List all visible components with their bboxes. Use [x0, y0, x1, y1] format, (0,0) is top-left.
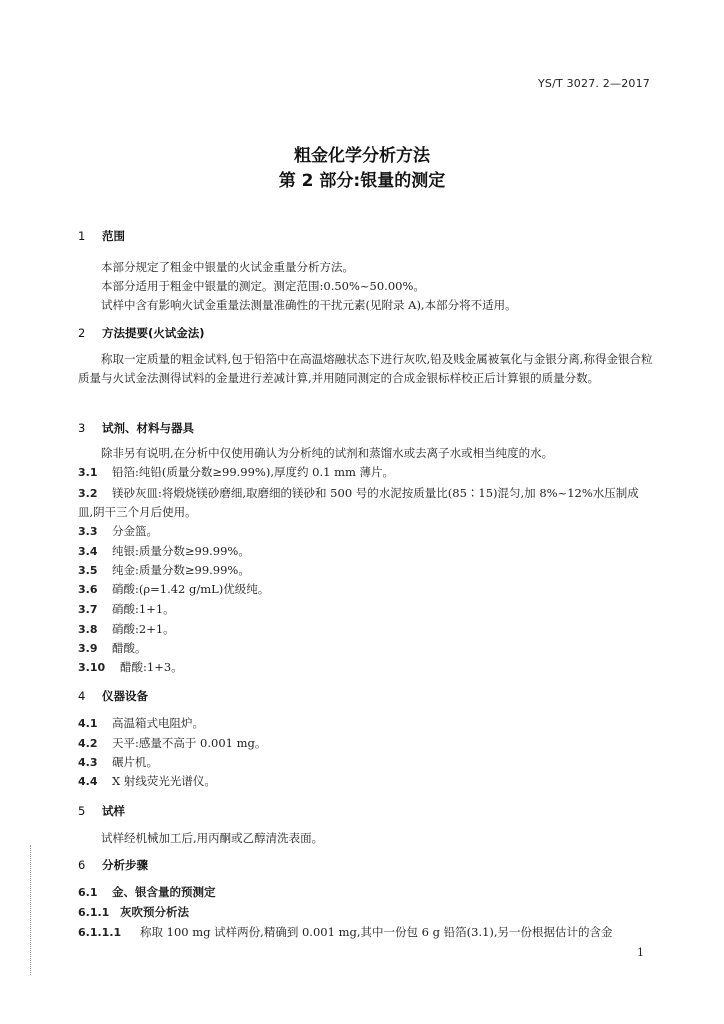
section-5-heading [78, 803, 125, 819]
section-title: 试样 [102, 804, 125, 818]
section-number: 1 [78, 229, 86, 243]
item-number: 4.3 [78, 756, 98, 769]
item-number: 3.4 [78, 545, 98, 558]
list-item [78, 658, 653, 677]
section-6-heading [78, 857, 148, 873]
item-text: 硝酸:(ρ=1.42 g/mL)优级纯。 [112, 582, 270, 596]
section-1-heading [78, 228, 125, 244]
list-item [78, 734, 653, 753]
item-text: X 射线荧光光谱仪。 [112, 774, 216, 788]
list-item [78, 772, 653, 791]
item-text: 灰吹预分析法 [120, 905, 189, 919]
paragraph: 试样经机械加工后,用丙酮或乙醇清洗表面。 [101, 831, 324, 845]
item-text: 碾片机。 [112, 755, 158, 769]
item-text: 醋酸:1+3。 [120, 660, 183, 674]
paragraph: 本部分规定了粗金中银量的火试金重量分析方法。 [101, 260, 354, 274]
section-title: 试剂、材料与器具 [102, 421, 194, 435]
subsection-heading [78, 903, 653, 922]
list-item [78, 753, 653, 772]
item-text: 硝酸:2+1。 [112, 622, 175, 636]
section-title: 方法提要(火试金法) [102, 326, 205, 340]
subsection-heading [78, 883, 653, 902]
document-subtitle: 第 2 部分:银量的测定 [278, 171, 446, 191]
section-title: 仪器设备 [102, 689, 148, 703]
paragraph: 本部分适用于粗金中银量的测定。测定范围:0.50%~50.00%。 [101, 279, 425, 293]
item-number: 3.8 [78, 623, 98, 636]
item-text: 镁砂灰皿:将煅烧镁砂磨细,取磨细的镁砂和 500 号的水泥按质量比(85∶15)混匀,加 8%~12%水压制成皿,阴干三个月后使用。 [78, 486, 639, 519]
section-2-heading [78, 325, 205, 341]
list-item [78, 561, 653, 580]
item-number: 4.1 [78, 717, 98, 730]
item-text: 醋酸。 [112, 641, 147, 655]
list-item [78, 463, 653, 482]
item-number: 6.1.1.1 [78, 926, 122, 939]
section-3-heading [78, 420, 194, 436]
section-number: 6 [78, 858, 86, 872]
document-title: 粗金化学分析方法 [294, 146, 430, 166]
page-number: 1 [637, 946, 644, 959]
section-number: 2 [78, 326, 86, 340]
item-text: 纯金:质量分数≥99.99%。 [112, 563, 250, 577]
item-text: 纯银:质量分数≥99.99%。 [112, 544, 250, 558]
item-text: 天平:感量不高于 0.001 mg。 [112, 736, 267, 750]
section-number: 5 [78, 804, 86, 818]
item-number: 3.1 [78, 466, 98, 479]
item-text: 分金篮。 [112, 524, 158, 538]
list-item [78, 580, 653, 599]
section-title: 分析步骤 [102, 858, 148, 872]
list-item [78, 620, 653, 639]
item-number: 6.1.1 [78, 906, 110, 919]
list-item [78, 639, 653, 658]
item-number: 3.10 [78, 661, 106, 674]
item-text: 铅箔:纯铅(质量分数≥99.99%),厚度约 0.1 mm 薄片。 [112, 465, 395, 479]
section-number: 4 [78, 689, 86, 703]
list-item [78, 923, 653, 942]
paragraph: 称取一定质量的粗金试料,包于铅箔中在高温熔融状态下进行灰吹,铅及贱金属被氧化与金银分离,称得金银合粒质量与火试金法测得试料的金量进行差减计算,并用随同测定的合成金银标样校正后计算银的质量分数。 [78, 352, 653, 385]
standard-number: YS/T 3027. 2—2017 [537, 77, 650, 90]
item-number: 6.1 [78, 886, 98, 899]
item-text: 金、银含量的预测定 [112, 885, 216, 899]
item-number: 4.2 [78, 737, 98, 750]
item-number: 3.2 [78, 487, 98, 500]
item-number: 4.4 [78, 775, 98, 788]
item-number: 3.9 [78, 642, 98, 655]
section-4-heading [78, 688, 148, 704]
item-text: 高温箱式电阻炉。 [112, 716, 204, 730]
item-number: 3.3 [78, 525, 98, 538]
item-text: 称取 100 mg 试样两份,精确到 0.001 mg,其中一份包 6 g 铅箔(3.1),另一份根据估计的含金 [140, 925, 613, 939]
item-number: 3.5 [78, 564, 98, 577]
section-number: 3 [78, 421, 86, 435]
item-number: 3.6 [78, 583, 98, 596]
scan-margin-dots [30, 845, 32, 975]
list-item [78, 542, 653, 561]
list-item [78, 484, 653, 522]
paragraph: 除非另有说明,在分析中仅使用确认为分析纯的试剂和蒸馏水或去离子水或相当纯度的水。 [101, 446, 554, 460]
item-text: 硝酸:1+1。 [112, 602, 175, 616]
item-number: 3.7 [78, 603, 98, 616]
section-title: 范围 [102, 229, 125, 243]
list-item [78, 714, 653, 733]
paragraph: 试样中含有影响火试金重量法测量准确性的干扰元素(见附录 A),本部分将不适用。 [101, 298, 517, 312]
list-item [78, 600, 653, 619]
list-item [78, 522, 653, 541]
